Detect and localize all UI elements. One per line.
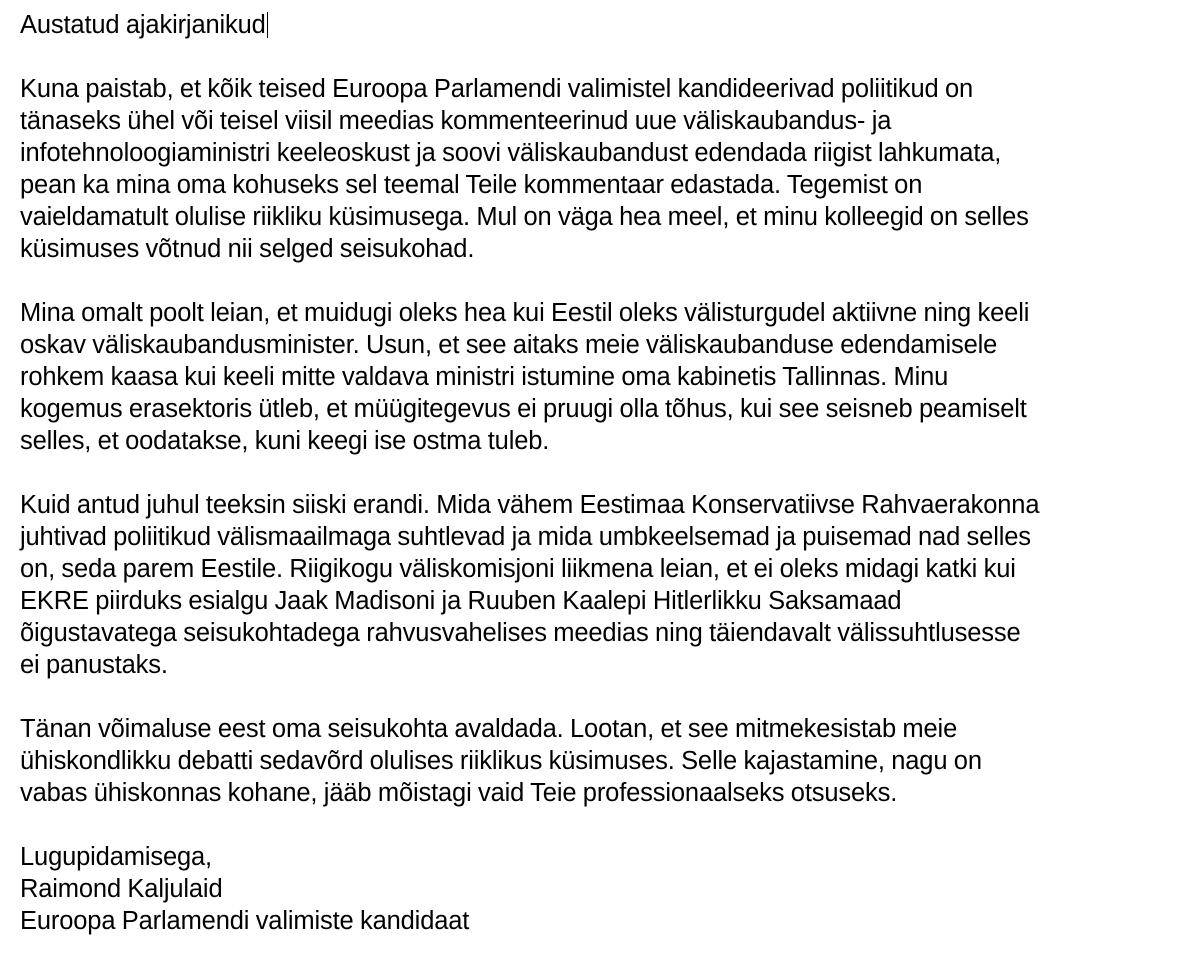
paragraph-line: pean ka mina oma kohuseks sel teemal Teile kommentaar edastada. Tegemist on [20, 171, 923, 199]
paragraph-line: oskav väliskaubandusminister. Usun, et see aitaks meie väliskaubanduse edendamisele [20, 331, 998, 359]
paragraph-1 [20, 73, 1180, 265]
greeting: Austatud ajakirjanikud [20, 11, 266, 39]
paragraph-line: õigustavatega seisukohtadega rahvusvahelises meedias ning täiendavalt välissuhtlusesse [20, 619, 1021, 647]
paragraph-line: rohkem kaasa kui keeli mitte valdava ministri istumine oma kabinetis Tallinnas. Minu [20, 363, 949, 391]
paragraph-line: vaieldamatult olulise riikliku küsimusega. Mul on väga hea meel, et minu kolleegid on selles [20, 203, 1029, 231]
paragraph-line: juhtivad poliitikud välismaailmaga suhtlevad ja mida umbkeelsemad ja puisemad nad selles [20, 523, 1031, 551]
paragraph-line: kogemus erasektoris ütleb, et müügitegevus ei pruugi olla tõhus, kui see seisneb peamiselt [20, 395, 1027, 423]
paragraph-line: Mina omalt poolt leian, et muidugi oleks hea kui Eestil oleks välisturgudel aktiivne ning keeli [20, 299, 1030, 327]
blank-line [20, 265, 1180, 297]
paragraph-line: Kuna paistab, et kõik teised Euroopa Parlamendi valimistel kandideerivad poliitikud on [20, 75, 974, 103]
paragraph-2 [20, 297, 1180, 457]
paragraph-line: on, seda parem Eestile. Riigikogu väliskomisjoni liikmena leian, et ei oleks midagi katki kui [20, 555, 1016, 583]
paragraph-line: tänaseks ühel või teisel viisil meedias kommenteerinud uue väliskaubandus- ja [20, 107, 892, 135]
paragraph-line: selles, et oodatakse, kuni keegi ise ostma tuleb. [20, 427, 550, 455]
paragraph-3 [20, 489, 1180, 681]
blank-line [20, 457, 1180, 489]
document-body[interactable] [20, 9, 1180, 937]
closing: Lugupidamisega, [20, 843, 212, 871]
blank-line [20, 681, 1180, 713]
paragraph-line: ühiskondlikku debatti sedavõrd olulises riiklikus küsimuses. Selle kajastamine, nagu on [20, 747, 982, 775]
paragraph-line: Tänan võimaluse eest oma seisukohta avaldada. Lootan, et see mitmekesistab meie [20, 715, 958, 743]
paragraph-4 [20, 713, 1180, 809]
paragraph-line: infotehnoloogiaministri keeleoskust ja soovi väliskaubandust edendada riigist lahkumata, [20, 139, 1002, 167]
text-cursor [267, 12, 268, 38]
blank-line [20, 41, 1180, 73]
signature-block [20, 841, 1180, 937]
paragraph-line: Kuid antud juhul teeksin siiski erandi. Mida vähem Eestimaa Konservatiivse Rahvaerakonna [20, 491, 1040, 519]
paragraph-line: EKRE piirduks esialgu Jaak Madisoni ja Ruuben Kaalepi Hitlerlikku Saksamaad [20, 587, 902, 615]
signature-name: Raimond Kaljulaid [20, 875, 223, 903]
signature-title: Euroopa Parlamendi valimiste kandidaat [20, 907, 470, 935]
paragraph-line: vabas ühiskonnas kohane, jääb mõistagi vaid Teie professionaalseks otsuseks. [20, 779, 898, 807]
paragraph-line: ei panustaks. [20, 651, 168, 679]
paragraph-line: küsimuses võtnud nii selged seisukohad. [20, 235, 475, 263]
blank-line [20, 809, 1180, 841]
greeting-line[interactable] [20, 9, 1180, 41]
